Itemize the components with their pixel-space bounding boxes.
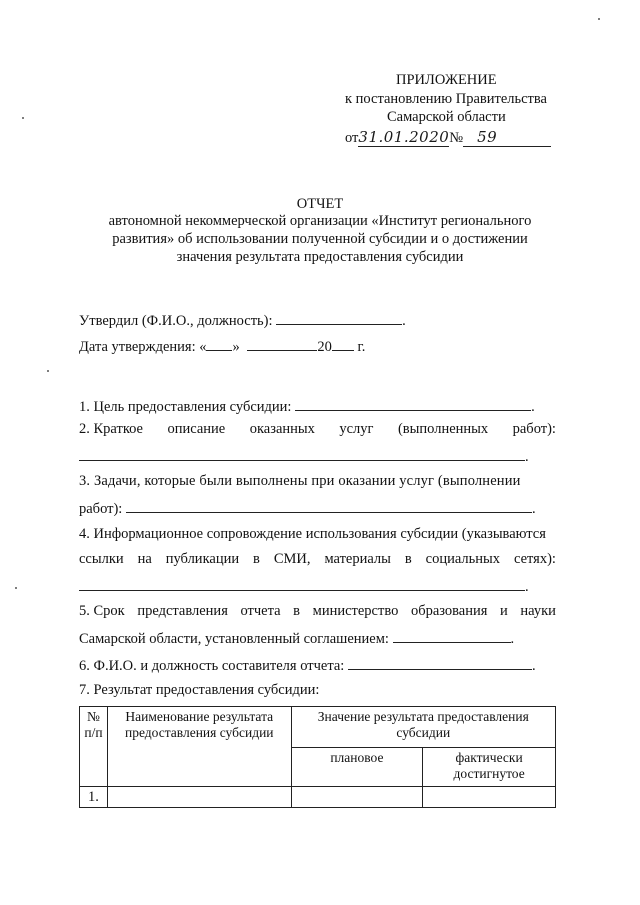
table-row <box>80 787 556 808</box>
period: . <box>525 449 529 465</box>
report-heading: ОТЧЕТ <box>296 196 344 212</box>
item-4-word: материалы <box>324 551 391 567</box>
item-7-label: 7. Результат предоставления субсидии: <box>79 682 320 698</box>
scan-speck <box>598 18 600 20</box>
item-4-word: сетях): <box>513 551 556 567</box>
item-4-line2 <box>79 551 556 568</box>
year-suffix: г. <box>357 339 366 355</box>
from-prefix: от <box>345 130 359 146</box>
item-5-word: в <box>293 603 301 619</box>
item-2-word: работ): <box>512 421 556 437</box>
resolution-label: к постановлению Правительства <box>345 91 547 107</box>
item-4-word: в <box>253 551 260 567</box>
period: . <box>531 399 535 415</box>
approval-day-field[interactable] <box>206 336 232 351</box>
cell-actual[interactable] <box>423 787 556 808</box>
item-3-line2 <box>79 498 536 518</box>
resolution-date-number <box>345 128 551 147</box>
approved-by-label: Утвердил (Ф.И.О., должность): <box>79 313 273 329</box>
item-4-word: на <box>137 551 152 567</box>
approved-by-row <box>79 310 406 330</box>
scan-speck <box>22 117 24 119</box>
number-prefix: № <box>449 130 464 146</box>
row-number: 1. <box>80 787 108 808</box>
quote-close: » <box>232 339 240 355</box>
item-2-line2 <box>79 446 529 466</box>
item-5-word: отчета <box>240 603 281 619</box>
item-2-line1 <box>79 421 556 438</box>
item-2-field[interactable] <box>79 446 525 461</box>
result-table <box>79 706 556 808</box>
item-5-line1 <box>79 603 556 620</box>
period: . <box>531 501 536 517</box>
period: . <box>402 313 406 329</box>
item-1 <box>79 396 535 416</box>
report-title-line1: автономной некоммерческой организации «Институт регионального <box>108 213 532 229</box>
item-5-word: образования <box>410 603 488 619</box>
item-5-word: министерство <box>312 603 399 619</box>
item-4-word: ссылки <box>79 551 124 567</box>
item-1-field[interactable] <box>295 396 531 411</box>
item-5-line2 <box>79 628 514 648</box>
item-3-field[interactable] <box>126 498 532 513</box>
cell-planned[interactable] <box>291 787 423 808</box>
item-4-word: публикации <box>165 551 240 567</box>
item-5-field[interactable] <box>393 628 511 643</box>
item-2-word: оказанных <box>249 421 315 437</box>
scan-speck <box>47 370 49 372</box>
approval-month-field[interactable] <box>247 336 317 351</box>
item-5-label-end: Самарской области, установленный соглашением: <box>79 631 389 647</box>
item-2-word: услуг <box>339 421 374 437</box>
appendix-label: ПРИЛОЖЕНИЕ <box>396 72 497 88</box>
item-6-field[interactable] <box>348 655 532 670</box>
item-4-line1: 4. Информационное сопровождение использования субсидии (указываются <box>79 526 546 542</box>
handwritten-number: 59 <box>463 128 551 147</box>
period: . <box>531 658 536 674</box>
period: . <box>510 631 515 647</box>
item-2-word: 2. Краткое <box>79 421 143 437</box>
item-5-word: и <box>500 603 508 619</box>
approval-date-label: Дата утверждения: « <box>79 339 207 355</box>
item-6 <box>79 655 536 675</box>
col-header-result-value: Значение результата предоставления субсидии <box>291 707 555 748</box>
item-5-word: представления <box>137 603 228 619</box>
item-6-label: 6. Ф.И.О. и должность составителя отчета: <box>79 658 345 674</box>
approval-date-row <box>79 336 365 356</box>
period: . <box>525 579 529 595</box>
item-1-label: 1. Цель предоставления субсидии: <box>79 399 292 415</box>
year-prefix: 20 <box>317 339 332 355</box>
region-label: Самарской области <box>387 109 506 125</box>
item-4-field[interactable] <box>79 576 525 591</box>
report-title-line2: развития» об использовании полученной субсидии и о достижении <box>112 231 528 247</box>
approval-year-field[interactable] <box>332 336 354 351</box>
col-header-actual: фактически достигнутое <box>423 748 556 787</box>
scan-speck <box>15 587 17 589</box>
item-4-word: в <box>404 551 412 567</box>
item-2-word: (выполненных <box>397 421 489 437</box>
col-header-planned: плановое <box>291 748 423 787</box>
item-3-label-end: работ): <box>79 501 123 517</box>
item-4-word: СМИ, <box>273 551 311 567</box>
col-header-number: № п/п <box>80 707 108 787</box>
item-3-line1: 3. Задачи, которые были выполнены при оказании услуг (выполнении <box>79 473 521 489</box>
item-5-word: науки <box>520 603 556 619</box>
item-4-word: социальных <box>425 551 501 567</box>
item-4-line3 <box>79 576 529 596</box>
handwritten-date: 31.01.2020 <box>358 128 450 146</box>
approved-by-field[interactable] <box>276 310 402 325</box>
report-title-line3: значения результата предоставления субсидии <box>176 249 464 265</box>
table-header-row <box>80 707 556 748</box>
col-header-result-name: Наименование результата предоставления субсидии <box>107 707 291 787</box>
item-5-word: 5. Срок <box>79 603 125 619</box>
item-2-word: описание <box>167 421 226 437</box>
cell-result-name[interactable] <box>107 787 291 808</box>
